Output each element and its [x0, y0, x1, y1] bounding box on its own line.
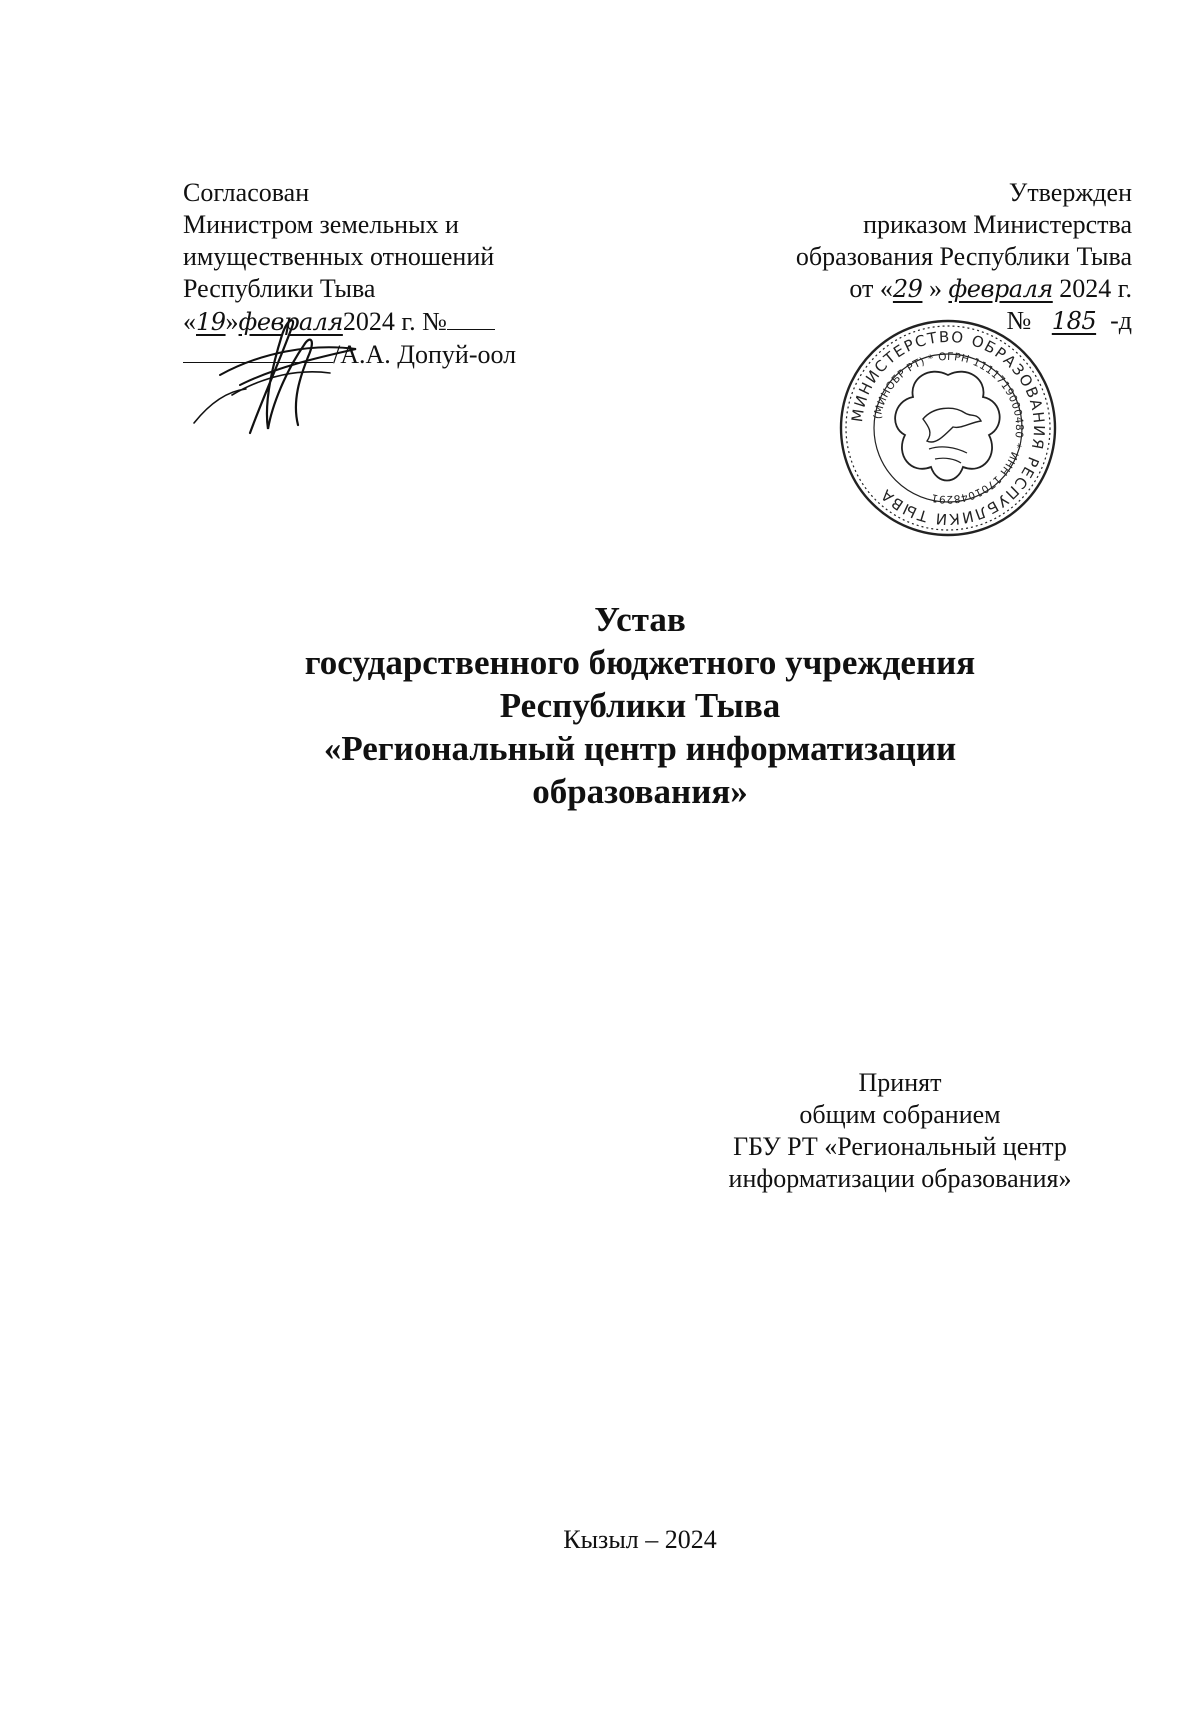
official-seal	[837, 317, 1059, 539]
approval-left-date-day: 19	[196, 308, 226, 336]
title-line5: образования»	[532, 772, 748, 811]
approval-right-date	[612, 273, 1132, 305]
adopted-line4: информатизации образования»	[728, 1164, 1072, 1193]
approval-left-block	[183, 177, 603, 371]
approval-right-date-prefix: от «	[849, 274, 893, 303]
approval-left-line1: Министром земельных и	[183, 210, 459, 239]
footer-city-year: Кызыл – 2024	[563, 1525, 717, 1554]
approval-right-line2: образования Республики Тыва	[795, 242, 1132, 271]
title-line1: Устав	[594, 600, 686, 639]
adopted-line2: общим собранием	[799, 1100, 1001, 1129]
approval-left-signature-line	[183, 338, 603, 371]
approval-right-date-day: 29	[892, 275, 923, 303]
approval-left-date-open: «	[183, 307, 196, 336]
title-line4: «Региональный центр информатизации	[323, 729, 957, 768]
approval-right-number-value: 185	[1051, 307, 1097, 335]
approval-right-date-month: февраля	[948, 275, 1053, 303]
approval-left-date	[183, 305, 603, 338]
approval-left-heading: Согласован	[183, 178, 310, 207]
approval-left-signer: /А.А. Допуй-оол	[333, 340, 517, 369]
approval-right-block	[612, 177, 1132, 337]
approval-right-line1: приказом Министерства	[863, 210, 1132, 239]
approval-right-number-suffix: -д	[1110, 306, 1132, 335]
adopted-line3: ГБУ РТ «Региональный центр	[733, 1132, 1067, 1161]
title-line3: Республики Тыва	[499, 686, 781, 725]
document-title	[200, 598, 1080, 813]
seal-outer-text: МИНИСТЕРСТВО ОБРАЗОВАНИЯ РЕСПУБЛИКИ ТЫВА	[848, 327, 1049, 529]
approval-left-line2: имущественных отношений	[183, 242, 495, 271]
approval-right-date-year: 2024 г.	[1059, 274, 1132, 303]
seal-inner-text: (МИНОБР РТ) * ОГРН 1111719000480 * ИНН 1701048291	[871, 350, 1026, 506]
approval-right-heading: Утвержден	[1008, 178, 1132, 207]
approval-left-number-blank	[447, 305, 495, 330]
title-line2: государственного бюджетного учреждения	[304, 643, 976, 682]
adopted-block	[685, 1067, 1115, 1195]
approval-left-line3: Республики Тыва	[183, 274, 376, 303]
adopted-line1: Принят	[858, 1068, 942, 1097]
approval-right-date-close: »	[928, 274, 942, 303]
approval-right-number-label: №	[1006, 306, 1032, 335]
approval-left-date-year: 2024 г. №	[342, 307, 447, 336]
approval-left-date-close: »	[225, 307, 239, 336]
approval-left-date-month: февраля	[238, 308, 343, 336]
signature-blank	[183, 338, 333, 363]
